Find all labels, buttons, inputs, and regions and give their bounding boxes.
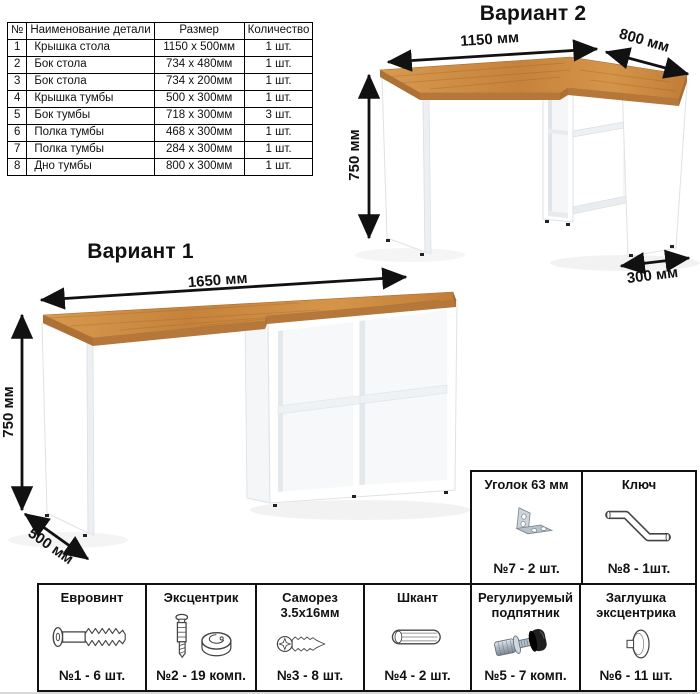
table-cell: 1150 x 500мм: [154, 40, 244, 57]
table-header-row: [8, 23, 313, 40]
dimension-label-depth: 500 мм: [24, 524, 77, 569]
hardware-name: Саморез: [282, 590, 338, 605]
hardware-count: №6 - 11 шт.: [599, 668, 673, 683]
hardware-name: Уголок 63 мм: [484, 477, 569, 492]
dimension-label-side: 300 мм: [625, 263, 679, 288]
variant1-title: Вариант 1: [87, 240, 194, 263]
hardware-count: №3 - 8 шт.: [276, 668, 344, 683]
hardware-count: №7 - 2 шт.: [493, 560, 560, 576]
dowel-icon: [368, 614, 468, 660]
table-cell: Бок стола: [27, 57, 154, 74]
table-cell: Крышка тумбы: [27, 91, 154, 108]
hardware-name: Заглушка эксцентрика: [596, 590, 676, 620]
floor-shadow: [250, 500, 470, 520]
hardware-name: Шкант: [396, 590, 439, 605]
hex-key-icon: [591, 502, 687, 552]
column-header: Количество: [244, 23, 313, 40]
dimension-label-width: 1650 мм: [187, 269, 249, 292]
table-row: [8, 142, 313, 159]
table-cell: 800 x 300мм: [154, 159, 244, 176]
table-cell: 4: [8, 91, 27, 108]
table-cell: 734 x 480мм: [154, 57, 244, 74]
cam-lock-icon: [151, 611, 251, 663]
dimension-label-height: 750 мм: [346, 129, 363, 181]
hardware-item-cam-lock: [145, 585, 255, 690]
column-header: Размер: [154, 23, 244, 40]
hardware-item-confirmat: [39, 585, 145, 690]
table-cell: Бок стола: [27, 74, 154, 91]
table-cell: 1 шт.: [244, 91, 313, 108]
table-row: [8, 125, 313, 142]
dimension-label-height: 750 мм: [0, 386, 17, 438]
hardware-item-key: [581, 472, 695, 583]
table-cell: Полка тумбы: [27, 125, 154, 142]
table-cell: 3 шт.: [244, 108, 313, 125]
column-header: Наименование детали: [27, 23, 154, 40]
wing-shelves: [573, 85, 626, 214]
table-row: [8, 108, 313, 125]
table-cell: Полка тумбы: [27, 142, 154, 159]
cam-cover-icon: [586, 622, 686, 666]
table-cell: 1 шт.: [244, 74, 313, 91]
variant1-desk-drawing: [0, 248, 470, 578]
desk-left-panel: [382, 77, 431, 256]
shelf-tower: [543, 80, 573, 226]
hardware-upper-cells: [470, 470, 697, 583]
parts-table: [7, 22, 313, 176]
hardware-count: №4 - 2 шт.: [384, 667, 451, 683]
hardware-name: Эксцентрик: [163, 590, 239, 605]
table-row: [8, 57, 313, 74]
wing-outer-panel: [622, 80, 687, 257]
cube-shelf-unit: [245, 300, 457, 507]
table-row: [8, 91, 313, 108]
adjustable-foot-icon: [476, 622, 576, 666]
table-cell: 284 x 300мм: [154, 142, 244, 159]
table-cell: 734 x 200мм: [154, 74, 244, 91]
table-row: [8, 40, 313, 57]
hardware-name: Регулируемый подпятник: [478, 590, 573, 620]
hardware-item-adjustable-foot: [470, 585, 579, 690]
table-cell: 1 шт.: [244, 57, 313, 74]
table-cell: 1 шт.: [244, 40, 313, 57]
hardware-count: №5 - 7 комп.: [484, 668, 567, 683]
table-cell: 1 шт.: [244, 125, 313, 142]
table-cell: 3: [8, 74, 27, 91]
table-cell: 8: [8, 159, 27, 176]
table-cell: 1: [8, 40, 27, 57]
desk-top-wood: [380, 57, 687, 106]
table-cell: 6: [8, 125, 27, 142]
variant2-title: Вариант 2: [479, 2, 587, 25]
floor-shadow: [550, 255, 700, 271]
hardware-item-cam-cover: [579, 585, 691, 690]
table-cell: 500 x 300мм: [154, 91, 244, 108]
corner-bracket-icon: [479, 502, 575, 552]
confirmat-screw-icon: [42, 614, 142, 660]
table-cell: Дно тумбы: [27, 159, 154, 176]
hardware-count: №1 - 6 шт.: [58, 667, 126, 683]
hardware-item-corner-bracket: [472, 472, 581, 583]
dimension-label-wing: 800 мм: [617, 25, 672, 56]
table-row: [8, 159, 313, 176]
desk-left-panel: [42, 323, 94, 537]
hardware-count: №2 - 19 комп.: [156, 667, 246, 683]
hardware-subname: 3.5x16мм: [280, 604, 340, 620]
dimension-label-width: 1150 мм: [459, 28, 520, 51]
hardware-name: Ключ: [621, 477, 657, 492]
hardware-row: [37, 583, 697, 692]
table-cell: 2: [8, 57, 27, 74]
column-header: №: [8, 23, 27, 40]
table-cell: 1 шт.: [244, 159, 313, 176]
table-cell: 718 x 300мм: [154, 108, 244, 125]
table-row: [8, 74, 313, 91]
table-cell: Крышка стола: [27, 40, 154, 57]
table-cell: Бок тумбы: [27, 108, 154, 125]
table-cell: 7: [8, 142, 27, 159]
hardware-count: №8 - 1шт.: [607, 560, 671, 576]
hardware-name: Евровинт: [60, 590, 124, 605]
self-tapping-screw-icon: [260, 624, 360, 664]
table-cell: 1 шт.: [244, 142, 313, 159]
table-cell: 468 x 300мм: [154, 125, 244, 142]
hardware-item-screw: [255, 585, 363, 690]
table-cell: 5: [8, 108, 27, 125]
hardware-item-dowel: [363, 585, 470, 690]
